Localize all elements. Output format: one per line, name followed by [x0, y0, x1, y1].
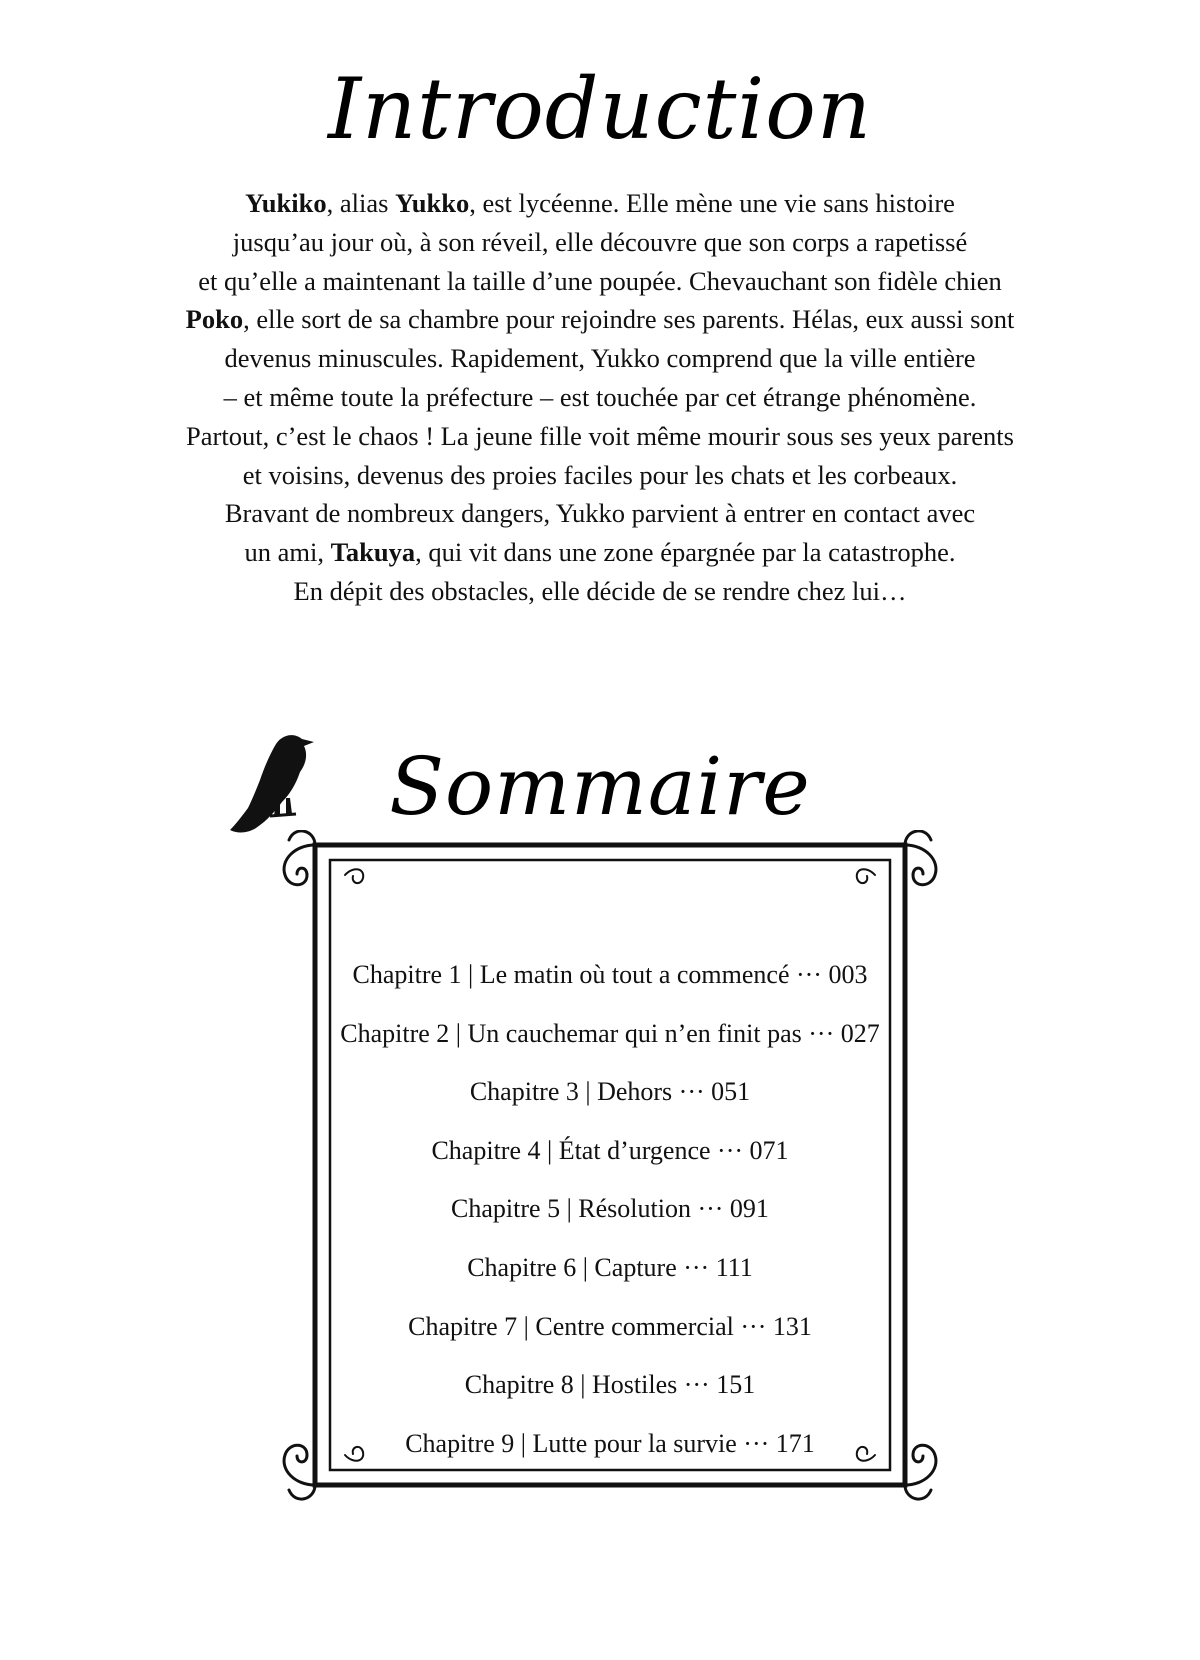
intro-text-segment: , qui vit dans une zone épargnée par la catastrophe. [415, 537, 956, 568]
intro-name: Yukko [395, 188, 470, 218]
chapter-entry: Chapitre 7 | Centre commercial ··· 131 [408, 1311, 812, 1341]
intro-text-segment: devenus minuscules. Rapidement, Yukko comprend que la ville entière [224, 343, 976, 374]
intro-text-segment: Partout, c’est le chaos ! La jeune fille voit même mourir sous ses yeux parents [186, 420, 1014, 451]
chapter-entry: Chapitre 5 | Résolution ··· 091 [451, 1194, 769, 1224]
table-of-contents [290, 946, 930, 1473]
intro-text-segment: et voisins, devenus des proies faciles pour les chats et les corbeaux. [242, 459, 958, 490]
chapter-entry: Chapitre 4 | État d’urgence ··· 071 [431, 1135, 789, 1165]
intro-line [100, 417, 1100, 456]
intro-line [100, 223, 1100, 262]
chapter-entry: Chapitre 3 | Dehors ··· 051 [469, 1077, 751, 1107]
intro-text-segment: , alias [326, 188, 396, 218]
chapter-entry: Chapitre 1 | Le matin où tout a commencé ··· 003 [352, 960, 868, 989]
introduction-paragraph [100, 184, 1100, 611]
chapter-entry: Chapitre 8 | Hostiles ··· 151 [464, 1370, 756, 1400]
intro-text-segment: Bravant de nombreux dangers, Yukko parvient à entrer en contact avec [224, 498, 976, 529]
intro-line [100, 533, 1100, 572]
intro-line [100, 339, 1100, 378]
chapter-entry: Chapitre 9 | Lutte pour la survie ··· 171 [405, 1428, 815, 1458]
intro-line [100, 494, 1100, 533]
intro-line [100, 572, 1100, 611]
intro-text-segment: un ami, [244, 537, 331, 568]
intro-name: Poko [185, 304, 244, 335]
intro-text-segment: , elle sort de sa chambre pour rejoindre ses parents. Hélas, eux aussi sont [243, 304, 1015, 335]
intro-line [100, 184, 1100, 223]
intro-text-segment: jusqu’au jour où, à son réveil, elle découvre que son corps a rapetissé [232, 226, 968, 257]
sommaire-title: Sommaire [389, 740, 811, 833]
intro-text-segment: En dépit des obstacles, elle décide de se rendre chez lui… [293, 575, 907, 606]
chapter-entry: Chapitre 2 | Un cauchemar qui n’en finit pas ··· 027 [340, 1018, 880, 1048]
chapter-entry: Chapitre 6 | Capture ··· 111 [467, 1252, 753, 1282]
introduction-title: Introduction [328, 60, 872, 158]
intro-name: Takuya [330, 537, 416, 568]
intro-line [100, 456, 1100, 495]
intro-line [100, 262, 1100, 301]
intro-line [100, 300, 1100, 339]
intro-text-segment: , est lycéenne. Elle mène une vie sans histoire [469, 188, 955, 218]
intro-line [100, 378, 1100, 417]
intro-name: Yukiko [245, 188, 327, 218]
intro-text-segment: – et même toute la préfecture – est touchée par cet étrange phénomène. [223, 381, 977, 412]
intro-text-segment: et qu’elle a maintenant la taille d’une poupée. Chevauchant son fidèle chien [198, 265, 1002, 296]
